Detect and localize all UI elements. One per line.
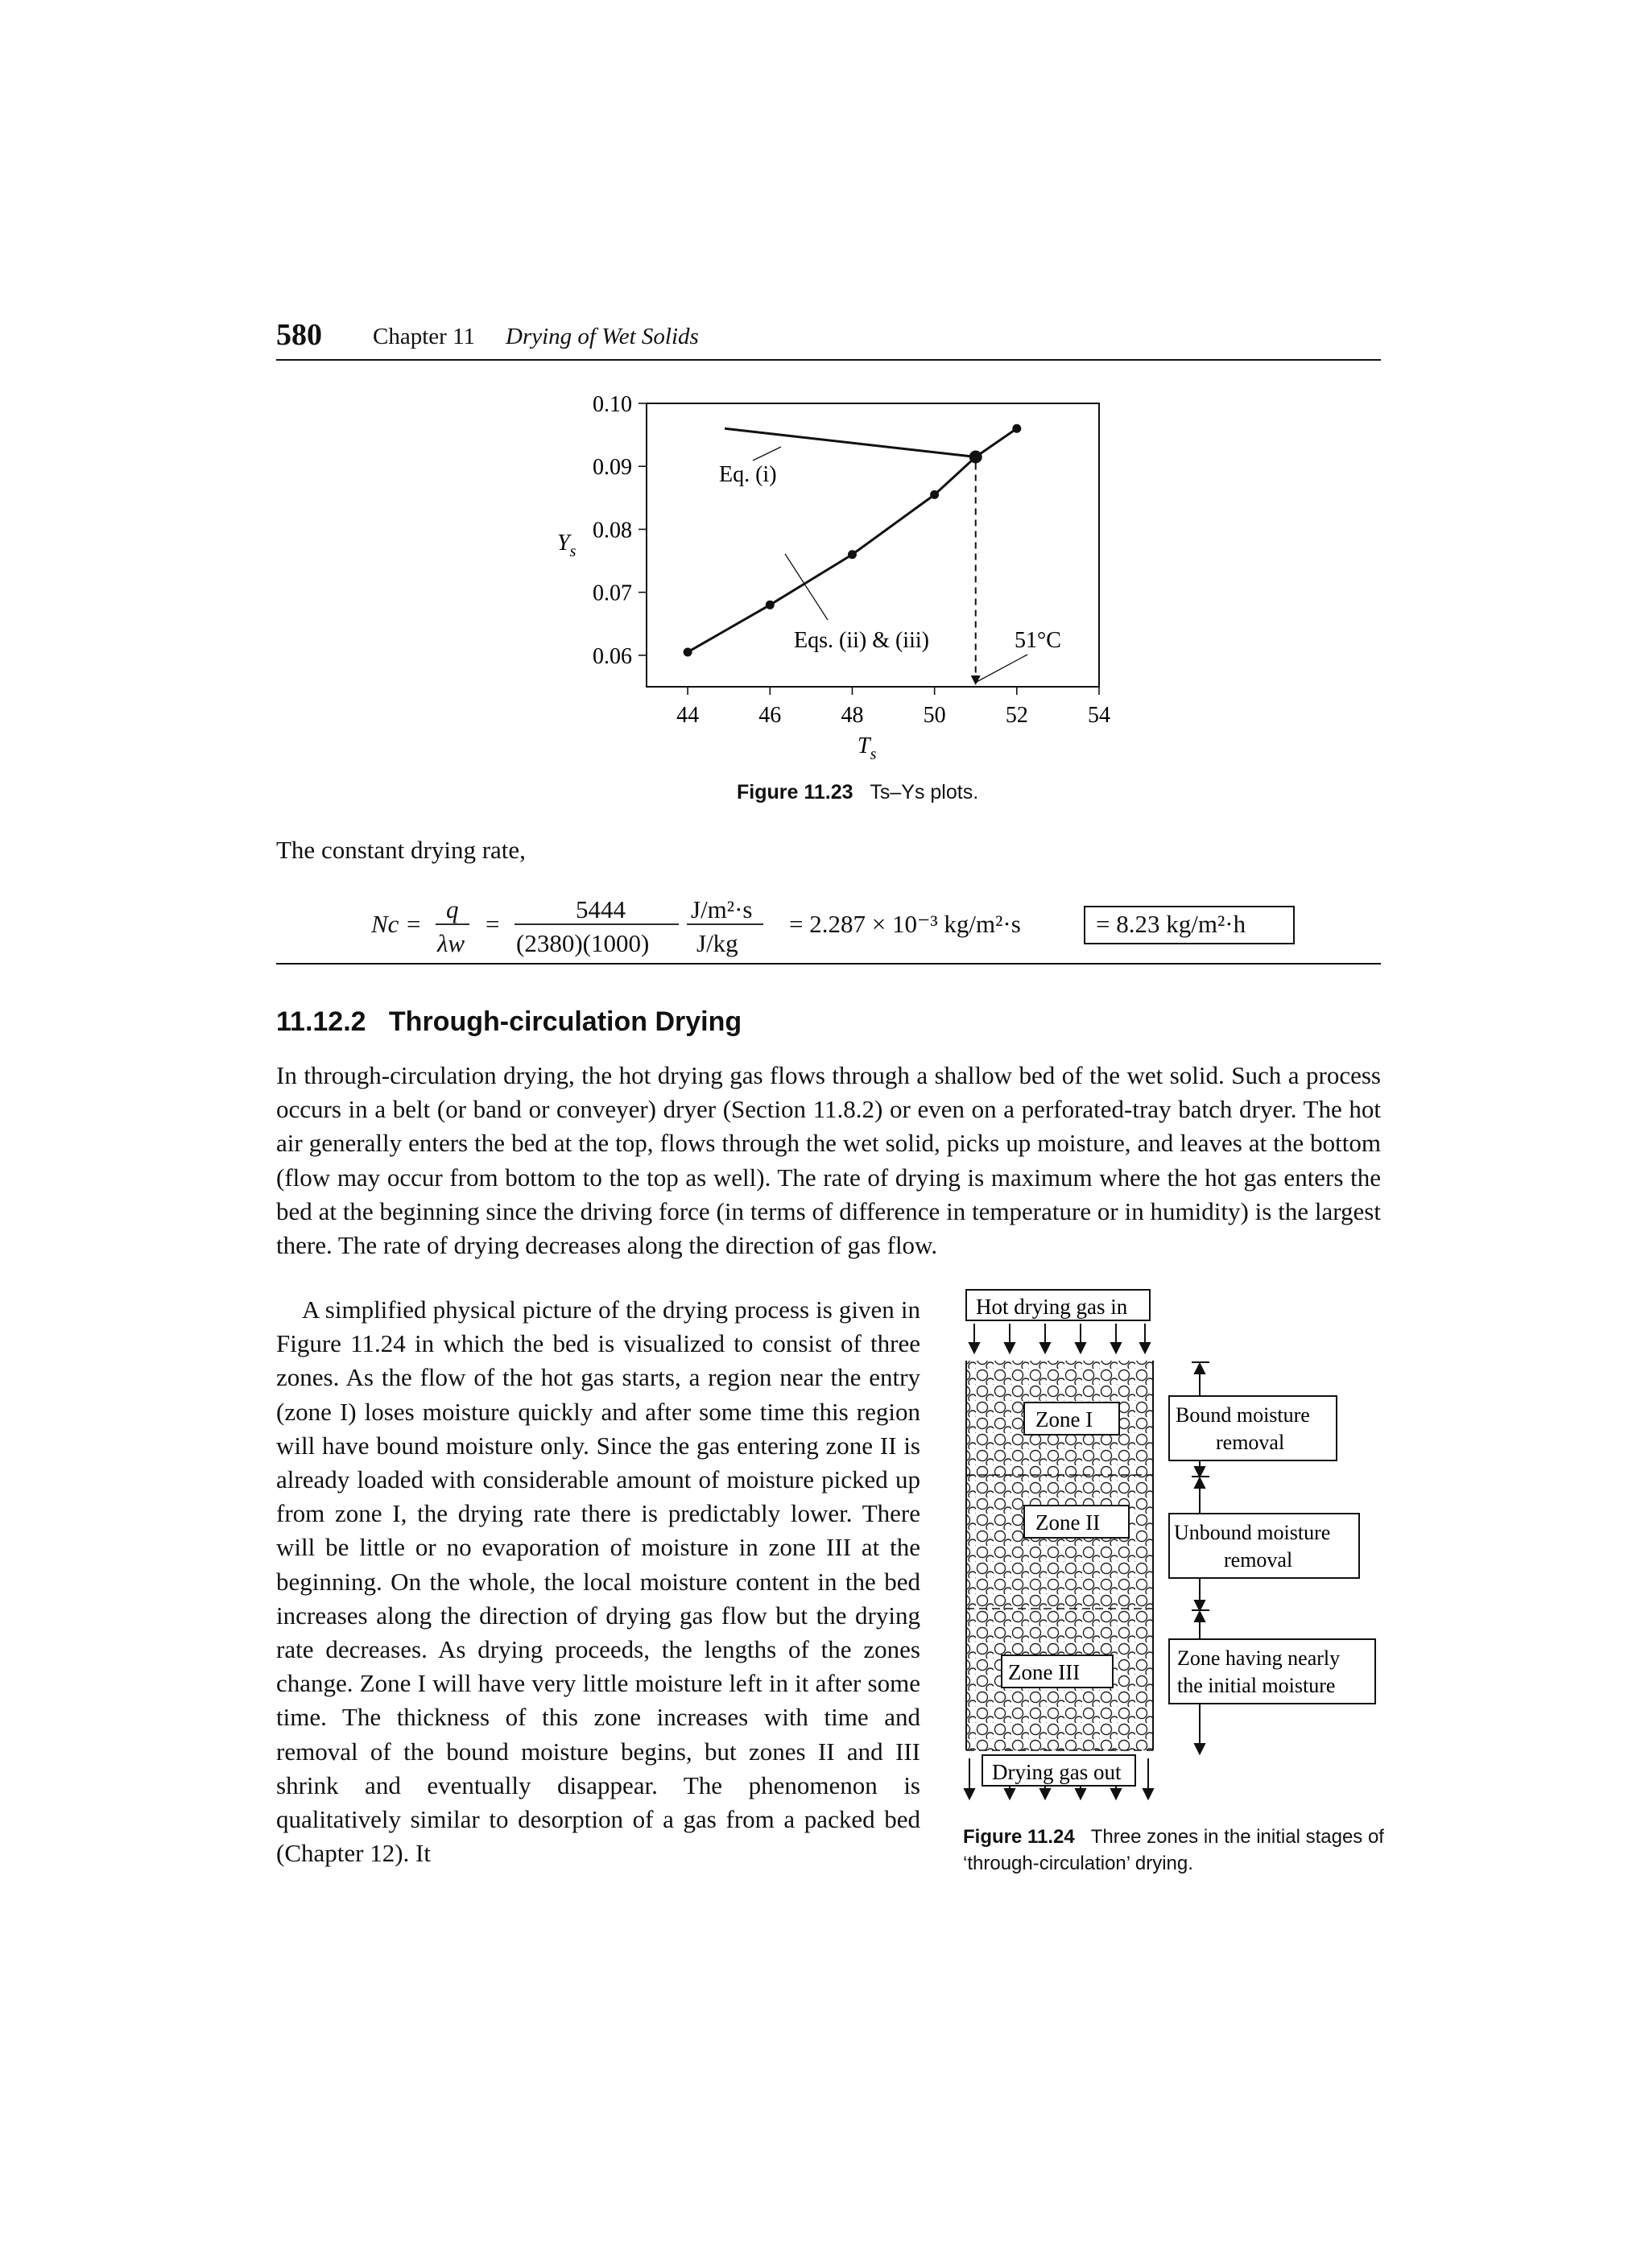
drying-rate-equation bbox=[276, 887, 1381, 960]
temp-leader bbox=[975, 655, 1027, 683]
gas-out-label: Drying gas out bbox=[992, 1760, 1122, 1784]
eq-q: q bbox=[446, 895, 459, 923]
x-tick-label: 52 bbox=[1005, 703, 1028, 728]
page-number: 580 bbox=[276, 318, 322, 352]
svg-text:=: = bbox=[486, 910, 500, 938]
section-title: Through-circulation Drying bbox=[388, 1006, 742, 1037]
x-axis-label: $T_s$ bbox=[858, 733, 877, 763]
figure-11-23-chart bbox=[515, 378, 1127, 781]
unbound-moisture-line2: removal bbox=[1224, 1548, 1293, 1572]
eq-den: (2380)(1000) bbox=[516, 929, 650, 957]
y-axis-label: $Y_s$ bbox=[557, 531, 577, 560]
x-tick-label: 46 bbox=[758, 703, 782, 728]
figure-11-24-caption bbox=[963, 1824, 1390, 1877]
data-point bbox=[848, 550, 857, 559]
data-point bbox=[930, 490, 939, 499]
y-tick-label: 0.08 bbox=[593, 518, 632, 543]
eq-lhs: Nc bbox=[371, 910, 399, 938]
y-tick-label: 0.06 bbox=[593, 643, 632, 669]
chapter-label: Chapter 11 bbox=[373, 324, 475, 349]
eq-num: 5444 bbox=[576, 895, 626, 923]
eq-result: = 2.287 × 10⁻³ kg/m²·s bbox=[789, 910, 1021, 938]
data-point bbox=[684, 647, 692, 656]
section-number: 11.12.2 bbox=[276, 1006, 366, 1037]
eq-boxed-result: = 8.23 kg/m²·h bbox=[1096, 910, 1246, 938]
bound-moisture-line1: Bound moisture bbox=[1176, 1403, 1310, 1427]
eq-lambda: λw bbox=[437, 929, 465, 957]
unbound-moisture-line1: Unbound moisture bbox=[1174, 1521, 1331, 1544]
gas-in-label: Hot drying gas in bbox=[976, 1295, 1128, 1319]
figure-11-24-diagram bbox=[958, 1288, 1385, 1803]
y-tick-label: 0.09 bbox=[593, 455, 632, 481]
eq-unit-num: J/m²·s bbox=[691, 895, 753, 923]
eq-i-label: Eq. (i) bbox=[719, 462, 777, 487]
data-point bbox=[766, 601, 775, 609]
zone-1-label: Zone I bbox=[1035, 1407, 1093, 1431]
eq-ii-iii-leader bbox=[785, 554, 828, 620]
chapter-title: Drying of Wet Solids bbox=[506, 324, 699, 349]
inlet-arrows bbox=[969, 1324, 1150, 1353]
paragraph-2: A simplified physical picture of the drying process is given in Figure 11.24 in which the bed is visualized to consist of three zones. As the flow of the hot gas starts, a region near the entry (zone I) loses moisture quickly and after some time this region will have bound moisture only. Since the gas entering zone II is already loaded with considerable amount of moisture picked up from zone I, the drying rate there is predictably lower. There will be little or no evaporation of moisture in zone III at the beginning. On the whole, the local moisture content in the bed increases along the direction of drying gas flow but the drying rate decreases. As drying proceeds, the lengths of the zones change. Zone I will have very little moisture left in it after some time. The thickness of this zone increases with time and removal of the bound moisture begins, but zones II and III shrink and eventually disappear. The phenomenon is qualitatively similar to desorption of a gas from a packed bed (Chapter 12). It bbox=[276, 1295, 920, 1868]
y-tick-label: 0.07 bbox=[593, 580, 632, 606]
equation-rule bbox=[276, 963, 1381, 965]
x-tick-label: 48 bbox=[841, 703, 864, 728]
section-heading bbox=[276, 1006, 742, 1038]
figure-11-24-text: Three zones in the initial stages of ‘through-circulation’ drying. bbox=[963, 1826, 1384, 1874]
intro-sentence: The constant drying rate, bbox=[276, 836, 526, 864]
header-rule bbox=[276, 359, 1381, 361]
series-line-1 bbox=[725, 428, 976, 456]
eq-i-leader bbox=[753, 447, 781, 461]
figure-11-23-text: Ts–Ys plots. bbox=[870, 781, 979, 804]
figure-11-23-number: Figure 11.23 bbox=[737, 781, 853, 804]
y-tick-label: 0.10 bbox=[593, 392, 632, 417]
bound-moisture-line2: removal bbox=[1216, 1431, 1285, 1454]
data-point bbox=[969, 450, 982, 463]
data-point bbox=[1012, 424, 1021, 433]
initial-moisture-line2: the initial moisture bbox=[1177, 1674, 1336, 1697]
initial-moisture-line1: Zone having nearly bbox=[1177, 1646, 1341, 1670]
paragraph-1: In through-circulation drying, the hot drying gas flows through a shallow bed of the wet solid. Such a process occurs in a belt (or band or conveyer) dryer (Section 11.8.2) or even on a perforated-tray batch dryer. The hot air generally enters the bed at the top, flows through the wet solid, picks up moisture, and leaves at the bottom (flow may occur from bottom to the top as well). The rate of drying is maximum where the hot gas enters the bed at the beginning since the driving force (in terms of difference in temperature or in humidity) is the largest there. The rate of drying decreases along the direction of gas flow. bbox=[276, 1061, 1381, 1260]
eq-ii-iii-label: Eqs. (ii) & (iii) bbox=[794, 628, 929, 653]
x-tick-label: 50 bbox=[923, 703, 946, 728]
x-tick-label: 54 bbox=[1088, 703, 1110, 728]
temp-label: 51°C bbox=[1015, 628, 1061, 653]
zone-3-label: Zone III bbox=[1008, 1660, 1081, 1684]
svg-text:=: = bbox=[407, 910, 421, 938]
figure-11-24-number: Figure 11.24 bbox=[963, 1826, 1075, 1848]
x-tick-label: 44 bbox=[676, 703, 700, 728]
zone-2-label: Zone II bbox=[1035, 1510, 1101, 1535]
figure-11-23-caption bbox=[737, 781, 978, 804]
eq-unit-den: J/kg bbox=[696, 929, 738, 957]
